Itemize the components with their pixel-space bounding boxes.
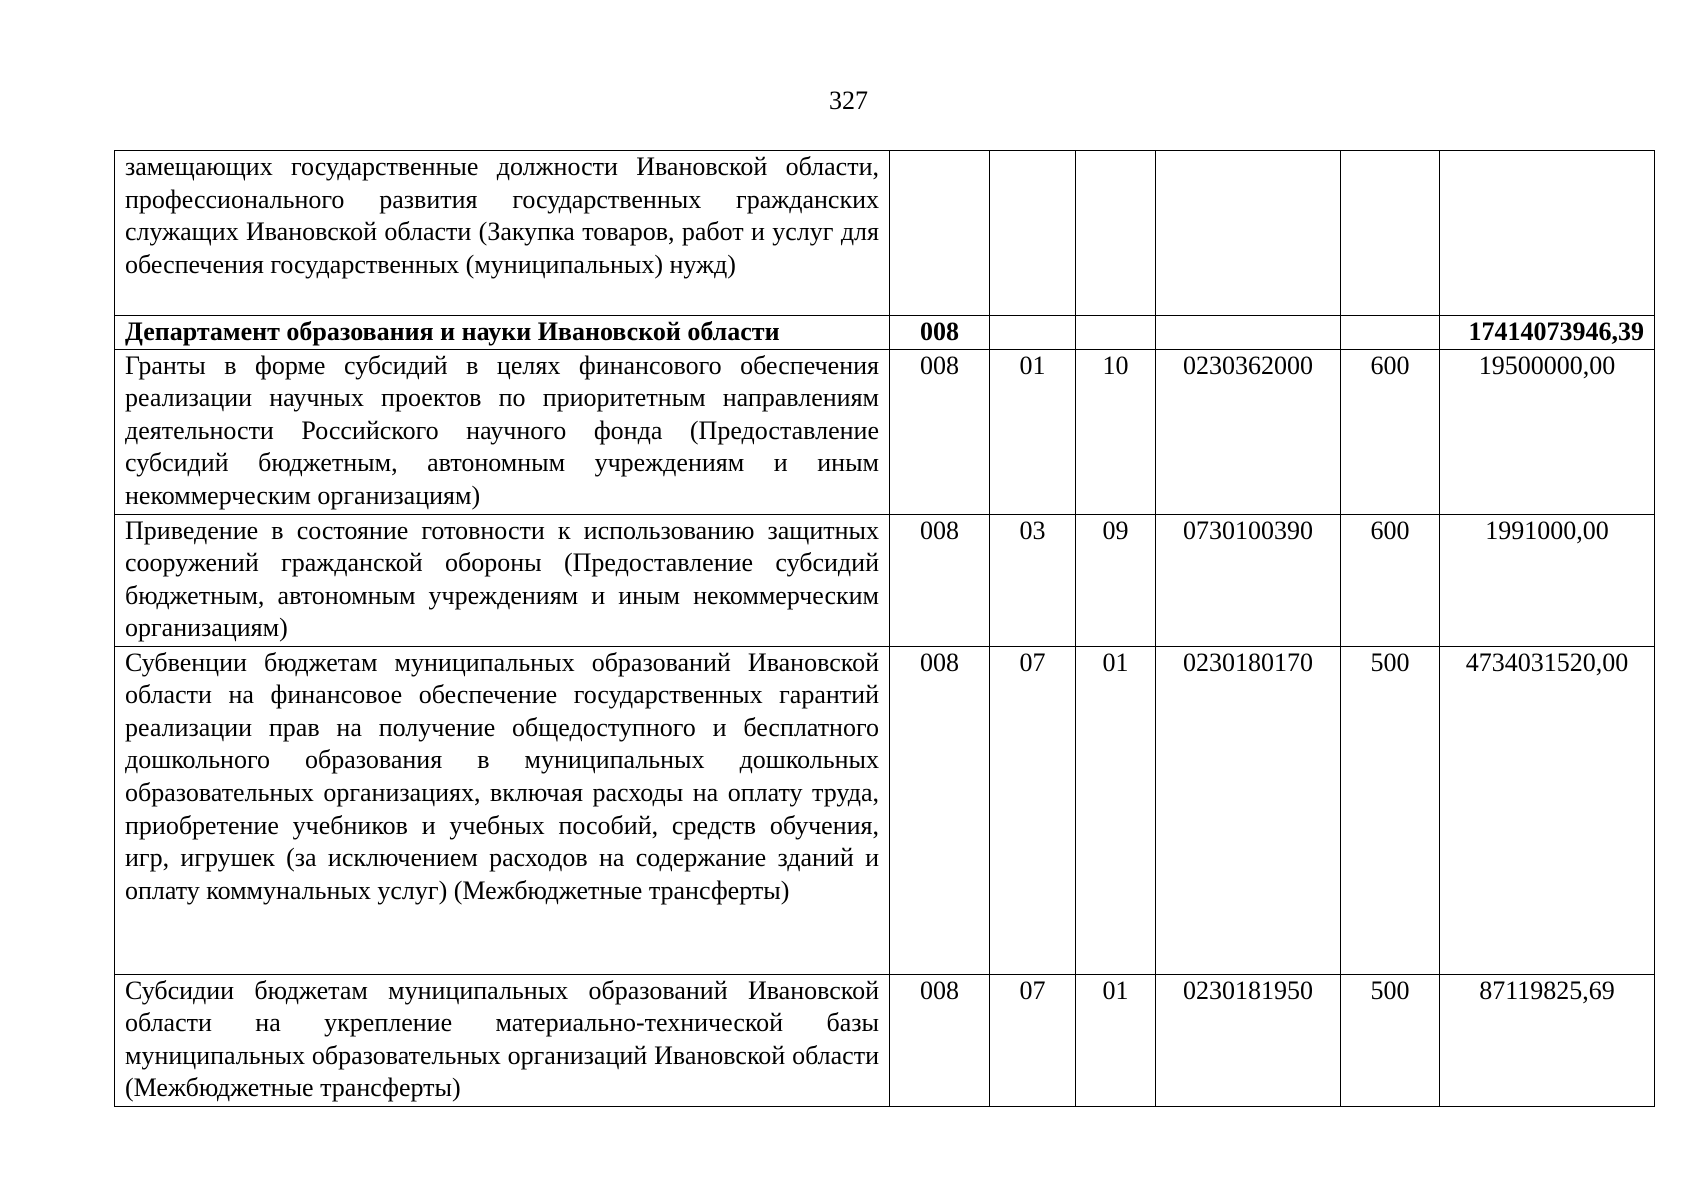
budget-table [114,150,1655,1107]
target-article-code [1156,316,1341,350]
expense-type-code: 500 [1341,646,1440,974]
subsection-code [1076,316,1156,350]
section-code: 03 [990,514,1076,646]
subsection-code: 10 [1076,349,1156,514]
ministry-code: 008 [890,349,990,514]
expense-type-code: 600 [1341,349,1440,514]
row-description: Субсидии бюджетам муниципальных образований Ивановской области на укрепление материально-технической базы муниципальных образовательных организаций Ивановской области (Межбюджетные трансферты) [115,974,890,1106]
section-code: 07 [990,974,1076,1106]
table-row [115,974,1655,1106]
target-article-code [1156,151,1341,316]
ministry-code: 008 [890,514,990,646]
section-code [990,316,1076,350]
row-description: Гранты в форме субсидий в целях финансового обеспечения реализации научных проектов по приоритетным направлениям деятельности Российского научного фонда (Предоставление субсидий бюджетным, автономным учреждениям и иным некоммерческим организациям) [115,349,890,514]
ministry-code [890,151,990,316]
target-article-code: 0730100390 [1156,514,1341,646]
target-article-code: 0230181950 [1156,974,1341,1106]
section-code: 01 [990,349,1076,514]
section-code [990,151,1076,316]
ministry-code: 008 [890,316,990,350]
ministry-code: 008 [890,646,990,974]
department-total-amount: 17414073946,39 [1440,316,1655,350]
target-article-code: 0230180170 [1156,646,1341,974]
expense-type-code [1341,151,1440,316]
amount: 1991000,00 [1440,514,1655,646]
table-row [115,349,1655,514]
section-code: 07 [990,646,1076,974]
ministry-code: 008 [890,974,990,1106]
table-row [115,151,1655,316]
target-article-code: 0230362000 [1156,349,1341,514]
amount: 4734031520,00 [1440,646,1655,974]
expense-type-code: 500 [1341,974,1440,1106]
row-description: замещающих государственные должности Ивановской области, профессионального развития государственных гражданских служащих Ивановской области (Закупка товаров, работ и услуг для обеспечения государственных (муниципальных) нужд) [115,151,890,316]
expense-type-code [1341,316,1440,350]
amount: 19500000,00 [1440,349,1655,514]
row-description: Приведение в состояние готовности к использованию защитных сооружений гражданской обороны (Предоставление субсидий бюджетным, автономным учреждениям и иным некоммерческим организациям) [115,514,890,646]
page-number: 327 [829,86,868,115]
subsection-code: 01 [1076,646,1156,974]
row-description: Субвенции бюджетам муниципальных образований Ивановской области на финансовое обеспечение государственных гарантий реализации прав на получение общедоступного и бесплатного дошкольного образования в муниципальных дошкольных образовательных организациях, включая расходы на оплату труда, приобретение учебников и учебных пособий, средств обучения, игр, игрушек (за исключением расходов на содержание зданий и оплату коммунальных услуг) (Межбюджетные трансферты) [115,646,890,974]
subsection-code: 01 [1076,974,1156,1106]
table-row [115,514,1655,646]
amount [1440,151,1655,316]
department-name: Департамент образования и науки Ивановской области [115,316,890,350]
amount: 87119825,69 [1440,974,1655,1106]
expense-type-code: 600 [1341,514,1440,646]
subsection-code [1076,151,1156,316]
department-row [115,316,1655,350]
table-row [115,646,1655,974]
subsection-code: 09 [1076,514,1156,646]
